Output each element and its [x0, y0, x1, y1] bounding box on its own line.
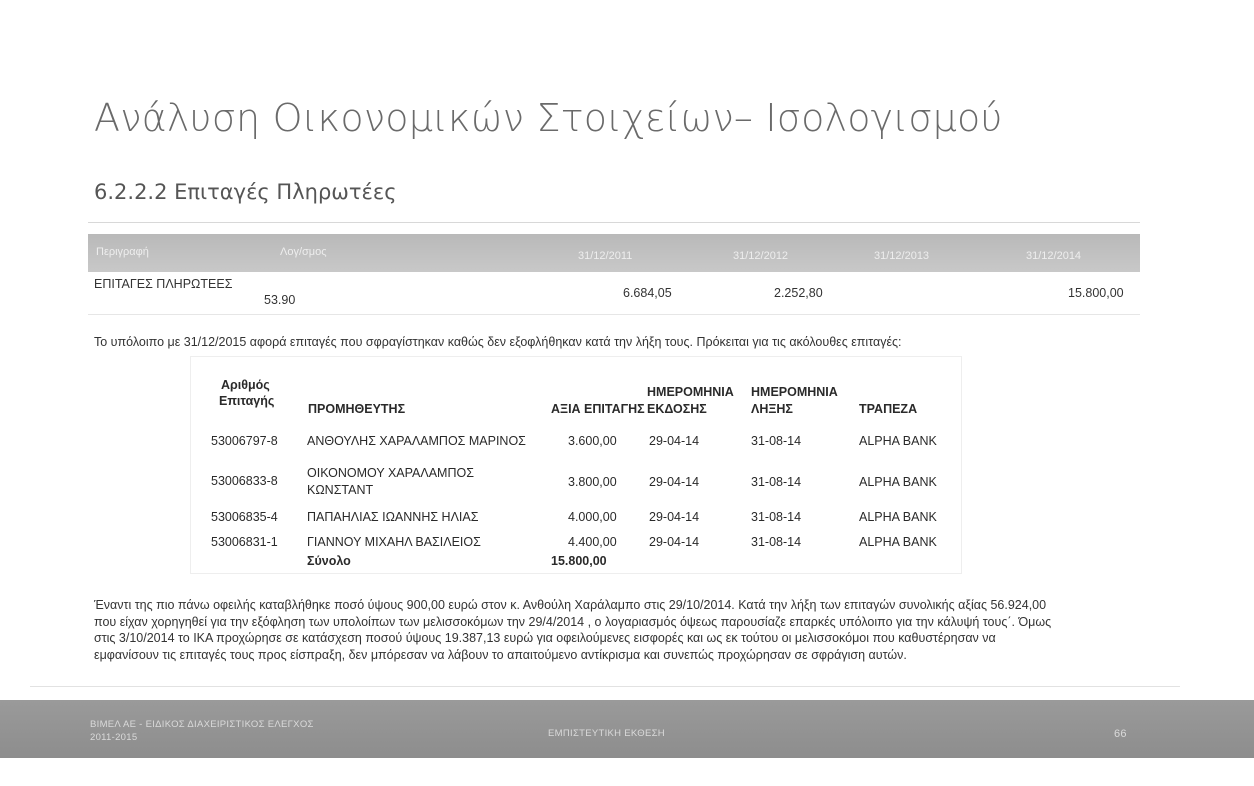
row-2011: 6.684,05 [623, 286, 672, 300]
cheque-value: 4.000,00 [568, 510, 617, 524]
summary-table-header [88, 234, 1140, 272]
row-2012: 2.252,80 [774, 286, 823, 300]
total-value: 15.800,00 [551, 554, 607, 568]
cheque-number: 53006831-1 [211, 535, 278, 549]
row-2014: 15.800,00 [1068, 286, 1124, 300]
cheque-supplier: ΓΙΑΝΝΟΥ ΜΙΧΑΗΛ ΒΑΣΙΛΕΙΟΣ [307, 535, 481, 549]
footer-org: ΒΙΜΕΛ ΑΕ - ΕΙΔΙΚΟΣ ΔΙΑΧΕΙΡΙΣΤΙΚΟΣ ΕΛΕΓΧΟΣ [90, 719, 314, 730]
closing-line: Έναντι της πιο πάνω οφειλής καταβλήθηκε ποσό ύψους 900,00 ευρώ στον κ. Ανθούλη Χαράλαμπο στις 29/10/2014. Κατά την λήξη των επιταγών συνολικής αξίας 56.924,00 [94, 598, 1047, 612]
col-supplier-header: ΠΡΟΜΗΘΕΥΤΗΣ [308, 402, 406, 416]
total-label: Σύνολο [307, 554, 351, 568]
page-title: Ανάλυση Οικονομικών Στοιχείων– Ισολογισμού [94, 96, 1003, 140]
cheque-value: 3.600,00 [568, 434, 617, 448]
cheque-bank: ALPHA BANK [859, 434, 937, 448]
summary-table-row [88, 274, 1140, 314]
row-divider [88, 314, 1140, 315]
intro-paragraph: Το υπόλοιπο με 31/12/2015 αφορά επιταγές που σφραγίστηκαν καθώς δεν εξοφλήθηκαν κατά την λήξη τους. Πρόκειται για τις ακόλουθες επιταγές: [94, 335, 902, 349]
closing-paragraph [94, 597, 1154, 663]
cheque-supplier-cont: ΚΩΝΣΤΑΝΤ [307, 483, 374, 497]
cheque-number: 53006833-8 [211, 474, 278, 488]
cheque-value: 4.400,00 [568, 535, 617, 549]
cheque-due-date: 31-08-14 [751, 475, 802, 489]
col-value-header: ΑΞΙΑ ΕΠΙΤΑΓΗΣ [551, 402, 645, 416]
col-due-header-1: ΗΜΕΡΟΜΗΝΙΑ [751, 385, 838, 399]
page-number: 66 [1114, 728, 1127, 740]
row-account: 53.90 [264, 293, 296, 307]
col-number-label-2: Επιταγής [219, 394, 275, 408]
header-2013: 31/12/2013 [874, 250, 930, 262]
cheque-due-date: 31-08-14 [751, 535, 802, 549]
col-number-label-1: Αριθμός [221, 378, 270, 392]
footer-confidential: ΕΜΠΙΣΤΕΥΤΙΚΗ ΕΚΘΕΣΗ [548, 728, 665, 739]
footer-divider [30, 686, 1180, 687]
cheque-number: 53006835-4 [211, 510, 278, 524]
cheque-issue-date: 29-04-14 [649, 510, 700, 524]
cheque-due-date: 31-08-14 [751, 434, 802, 448]
closing-line: που είχαν χορηγηθεί για την εξόφληση των υπολοίπων των μελισσοκόμων την 29/4/2014 , ο λογαριασμός όψεως παρουσίαζε επαρκές υπόλοιπο για την κάλυψή τους΄. Όμως [94, 614, 1052, 629]
cheque-due-date: 31-08-14 [751, 510, 802, 524]
cheque-issue-date: 29-04-14 [649, 434, 700, 448]
row-description: ΕΠΙΤΑΓΕΣ ΠΛΗΡΩΤΕΕΣ [94, 277, 233, 291]
cheque-issue-date: 29-04-14 [649, 535, 700, 549]
heading-divider [88, 222, 1140, 223]
page-footer [0, 700, 1254, 758]
closing-line: εμφανίσουν τις επιταγές τους προς είσπραξη, δεν μπόρεσαν να λάβουν το απαιτούμενο αντίκρισμα και συνεπώς προχώρησαν σε σφράγιση αυτών. [94, 647, 907, 662]
cheque-supplier: ΟΙΚΟΝΟΜΟΥ ΧΑΡΑΛΑΜΠΟΣ [307, 466, 474, 480]
section-heading: 6.2.2.2 Επιταγές Πληρωτέες [94, 180, 397, 204]
col-due-header-2: ΛΗΞΗΣ [751, 402, 793, 416]
header-account: Λογ/σμος [280, 246, 327, 258]
cheque-supplier: ΑΝΘΟΥΛΗΣ ΧΑΡΑΛΑΜΠΟΣ ΜΑΡΙΝΟΣ [307, 434, 526, 448]
cheque-value: 3.800,00 [568, 475, 617, 489]
cheque-issue-date: 29-04-14 [649, 475, 700, 489]
col-bank-header: ΤΡΑΠΕΖΑ [859, 402, 918, 416]
cheque-bank: ALPHA BANK [859, 535, 937, 549]
cheques-table [190, 356, 962, 574]
col-issue-header-1: ΗΜΕΡΟΜΗΝΙΑ [647, 385, 734, 399]
cheque-number: 53006797-8 [211, 434, 278, 448]
cheque-bank: ALPHA BANK [859, 510, 937, 524]
cheque-supplier: ΠΑΠΑΗΛΙΑΣ ΙΩΑΝΝΗΣ ΗΛΙΑΣ [307, 510, 479, 524]
col-issue-header-2: ΕΚΔΟΣΗΣ [647, 402, 707, 416]
closing-line: στις 3/10/2014 το ΙΚΑ προχώρησε σε κατάσχεση ποσού ύψους 19.387,13 ευρώ για οφειλούμενες εισφορές και ως εκ τούτου οι μελισσοκόμοι που καθυστέρησαν να [94, 631, 996, 645]
footer-years: 2011-2015 [90, 732, 138, 743]
header-2011: 31/12/2011 [578, 250, 633, 262]
header-2014: 31/12/2014 [1026, 250, 1082, 262]
cheque-bank: ALPHA BANK [859, 475, 937, 489]
header-description: Περιγραφή [96, 246, 149, 258]
header-2012: 31/12/2012 [733, 250, 789, 262]
